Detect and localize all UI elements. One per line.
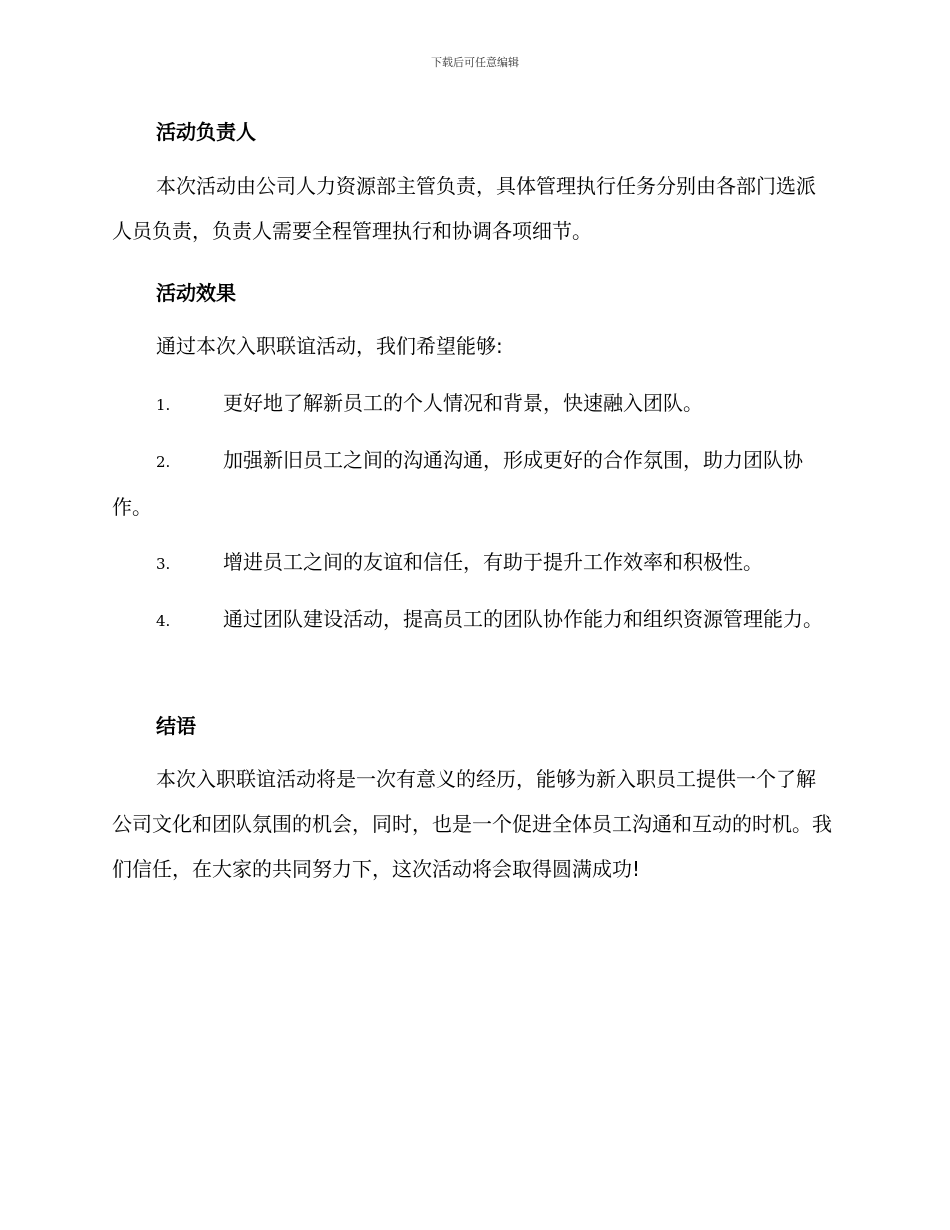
list-text: 加强新旧员工之间的沟通沟通，形成更好的合作氛围，助力团队协作。: [112, 448, 803, 519]
list-item: [112, 381, 834, 428]
list-text: 更好地了解新员工的个人情况和背景，快速融入团队。: [223, 391, 703, 415]
heading-activity-effect: 活动效果: [156, 281, 236, 305]
list-item: [112, 438, 834, 530]
paragraph-effect-intro: 通过本次入职联谊活动，我们希望能够:: [156, 334, 503, 358]
paragraph-conclusion: 本次入职联谊活动将是一次有意义的经历，能够为新入职员工提供一个了解公司文化和团队氛围的机会，同时，也是一个促进全体员工沟通和互动的时机。我们信任，在大家的共同努力下，这次活动将会取得圆满成功!: [112, 767, 832, 881]
list-number: 3.: [156, 555, 171, 573]
list-number: 4.: [156, 612, 171, 630]
list-item: [112, 540, 834, 587]
list-number: 2.: [156, 453, 171, 471]
list-item: [112, 597, 834, 644]
list-number: 1.: [156, 396, 171, 414]
heading-conclusion: 结语: [156, 714, 196, 738]
page-header-note: 下载后可任意编辑: [431, 56, 519, 69]
paragraph-activity-leader: 本次活动由公司人力资源部主管负责，具体管理执行任务分别由各部门选派人员负责，负责人需要全程管理执行和协调各项细节。: [112, 174, 816, 243]
heading-activity-leader: 活动负责人: [156, 120, 256, 144]
list-text: 通过团队建设活动，提高员工的团队协作能力和组织资源管理能力。: [223, 607, 823, 631]
list-text: 增进员工之间的友谊和信任，有助于提升工作效率和积极性。: [223, 550, 763, 574]
